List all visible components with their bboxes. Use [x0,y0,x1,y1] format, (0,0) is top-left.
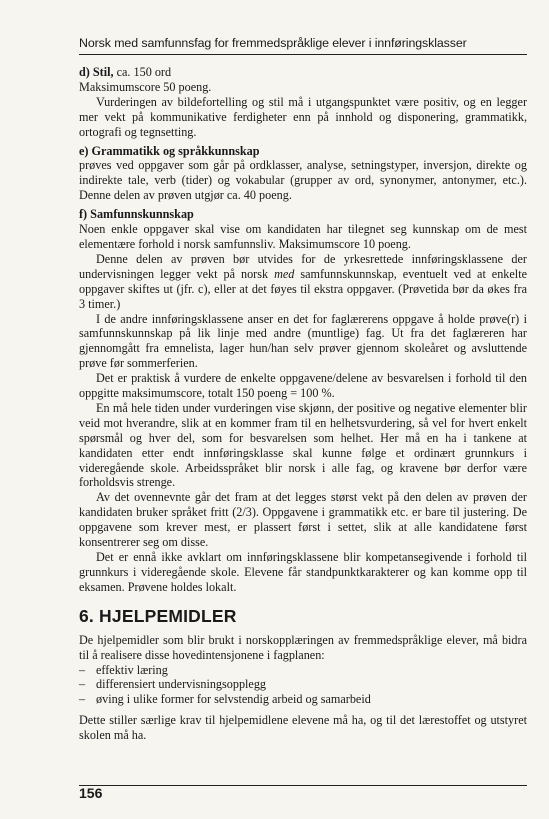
footer-rule [79,785,527,786]
section-e-heading [79,144,527,159]
intentions-list [79,663,527,708]
header-rule [79,54,527,55]
section-f-paragraph-4: Det er praktisk å vurdere de enkelte oppgavene/delene av besvarelsen i forhold til den oppgitte maksimumscore, totalt 150 poeng = 100 %. [79,371,527,401]
section-d-paragraph: Vurderingen av bildefortelling og stil må i utgangspunktet være positiv, og en legger mer vekt på kommunikative ferdigheter enn på innhold og disponering, grammatikk, ortografi og tegnsetting. [79,94,527,139]
list-item: – øving i ulike former for selvstendig arbeid og samarbeid [79,692,527,707]
chapter-heading: 6. HJELPEMIDLER [79,605,237,626]
section-d-label: d) [79,65,90,79]
chapter-intro: De hjelpemidler som blir brukt i norskopplæringen av fremmedspråklige elever, må bidra til å realisere disse hovedintensjonene i fagplanen: [79,632,527,662]
section-f-paragraph-5: En må hele tiden under vurderingen vise skjønn, der positive og negative elementer blir veid mot hverandre, slik at en kommer fram til en helhetsvurdering, så vel for hvert enkelt spørsmål og hver del, som for besvarelsen som helhet. Her må en ha i tankene at kandidaten etter endt innføringsklasse skal kunne følge et ordinært grunnkurs i videregående skole. Arbeidsspråket blir norsk i alle fag, og kravene bør derfor være forholdsvis strenge. [79,400,527,490]
section-f-paragraph-6: Av det ovennevnte går det fram at det legges størst vekt på den delen av prøven der kandidaten bruker språket fritt (2/3). Oppgavene i grammatikk etc. er bare til justering. De oppgavene som krever mest, er plassert først i settet, slik at alle kandidatene først konsentrerer seg om disse. [79,490,527,550]
section-d-heading [79,65,527,80]
section-f-paragraph-1: Noen enkle oppgaver skal vise om kandidaten har tilegnet seg kunnskap om de mest elementære forhold i norsk samfunnsliv. Maksimumscore 10 poeng. [79,222,527,251]
section-f-emphasis: med [274,266,295,281]
section-e-paragraph: prøves ved oppgaver som går på ordklasser, analyse, setningstyper, inversjon, direkte og indirekte tale, verb (tider) og vokabular (grupper av ord, synonymer, antonymer, etc.). Denne delen av prøven utgjør ca. 40 poeng. [79,158,527,203]
section-f-paragraph-2-end: samfunnskunnskap, eventuelt ved at enkelte oppgaver skiftes ut (jfr. c), eller at det føyes til ekstra oppgaver. (Prøvetida bør da økes fra 3 timer.) [79,266,527,311]
page-number: 156 [79,785,103,801]
list-item: – differensiert undervisningsopplegg [79,677,527,692]
section-e-title: e) Grammatikk og språkkunnskap [79,143,260,158]
section-f-paragraph-2-start: Denne delen av prøven bør utvides for de yrkesrettede innføringsklassene der undervisningen legger vekt på norsk [79,251,527,281]
list-item: – effektiv læring [79,663,527,678]
section-d-title: Stil, [92,65,114,79]
section-d-title-suffix: ca. 150 ord [113,65,172,79]
section-f-paragraph-2 [79,252,527,312]
body-text [79,65,527,743]
chapter-closing: Dette stiller særlige krav til hjelpemidlene elevene må ha, og til det lærestoffet og utstyret skolen må ha. [79,713,527,743]
section-f-paragraph-3: I de andre innføringsklassene anser en det for faglærerens oppgave å holde prøve(r) i samfunnskunnskap på lik linje med andre (muntlige) fag. Ut fra det faglæreren har gjennomgått fra emnelista, lager hun/han selv prøver gjennom skoleåret og avsluttende prøve før sommerferien. [79,311,527,371]
section-d-max-score: Maksimumscore 50 poeng. [79,79,212,94]
section-f-title: f) Samfunnskunnskap [79,207,194,222]
running-header: Norsk med samfunnsfag for fremmedspråklige elever i innføringsklasser [79,36,467,50]
section-f-heading [79,207,527,222]
section-f-paragraph-7: Det er ennå ikke avklart om innføringsklassene blir kompetansegivende i forhold til grunnkurs i videregående skole. Elevene får standpunktkarakterer og kan komme opp til eksamen. Prøvene holdes lokalt. [79,550,527,594]
